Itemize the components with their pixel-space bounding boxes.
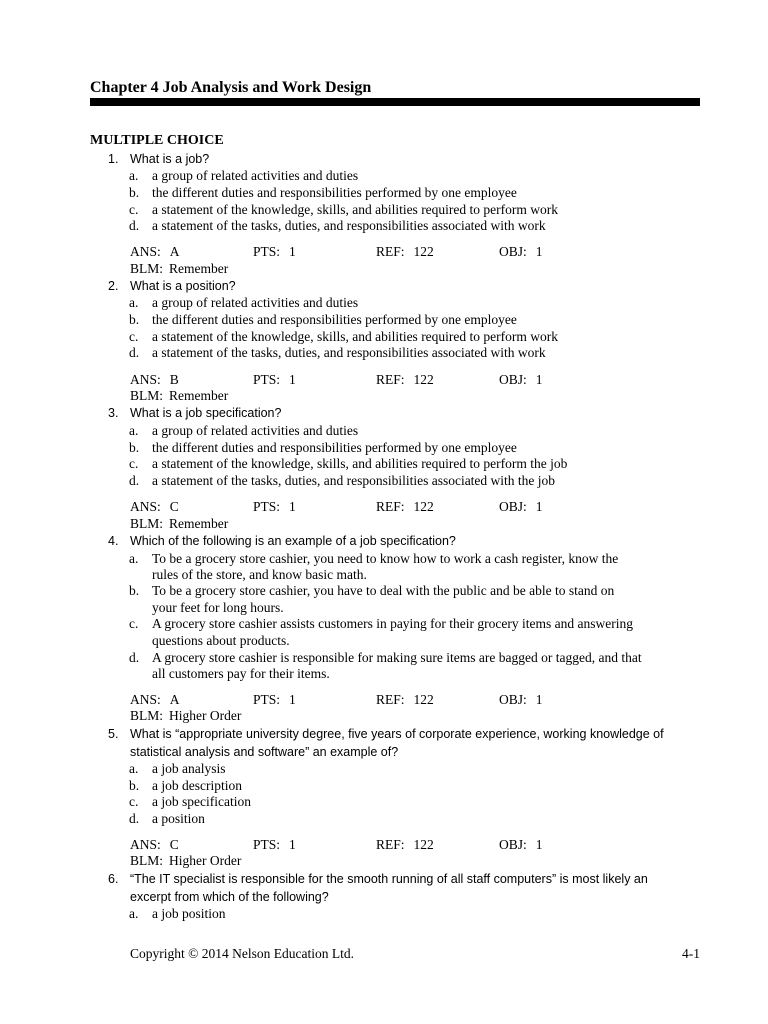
obj-value: 1 bbox=[535, 499, 543, 514]
blooms-2 bbox=[130, 388, 228, 404]
question-text: What is a job? bbox=[130, 152, 210, 166]
pts-value: 1 bbox=[289, 837, 296, 852]
option-letter: c. bbox=[129, 456, 139, 471]
ans-value: A bbox=[169, 244, 180, 259]
question-1 bbox=[108, 152, 209, 166]
objective-2 bbox=[499, 372, 543, 388]
obj-label: OBJ: bbox=[499, 692, 527, 707]
objective-4 bbox=[499, 692, 543, 708]
blooms-3 bbox=[130, 516, 228, 532]
option-letter: a. bbox=[129, 906, 139, 921]
option-text: a statement of the tasks, duties, and responsibilities associated with work bbox=[152, 218, 546, 233]
ref-label: REF: bbox=[376, 837, 405, 852]
option-letter: d. bbox=[129, 473, 140, 488]
pts-label: PTS: bbox=[253, 837, 281, 852]
question-text: What is a position? bbox=[130, 279, 236, 293]
ans-label: ANS: bbox=[130, 372, 161, 387]
answer-4 bbox=[130, 692, 180, 708]
obj-value: 1 bbox=[535, 372, 543, 387]
question-2 bbox=[108, 279, 236, 293]
question-number: 3. bbox=[108, 406, 119, 420]
pts-value: 1 bbox=[289, 372, 296, 387]
question-number: 5. bbox=[108, 727, 119, 741]
ref-value: 122 bbox=[413, 499, 434, 514]
option-text: a statement of the tasks, duties, and responsibilities associated with the job bbox=[152, 473, 556, 488]
answer-2 bbox=[130, 372, 179, 388]
blm-value: Higher Order bbox=[169, 708, 242, 723]
pts-label: PTS: bbox=[253, 372, 281, 387]
chapter-title: Chapter 4 Job Analysis and Work Design bbox=[90, 79, 372, 96]
option-letter: b. bbox=[129, 185, 140, 200]
obj-label: OBJ: bbox=[499, 244, 527, 259]
obj-value: 1 bbox=[535, 837, 543, 852]
question-text: What is “appropriate university degree, five years of corporate experience, working knowledge of bbox=[130, 727, 664, 741]
blm-value: Higher Order bbox=[169, 853, 242, 868]
reference-4 bbox=[376, 692, 434, 708]
ref-label: REF: bbox=[376, 692, 405, 707]
answer-1 bbox=[130, 244, 180, 260]
reference-5 bbox=[376, 837, 434, 853]
option-letter: b. bbox=[129, 312, 140, 327]
answer-5 bbox=[130, 837, 179, 853]
blm-label: BLM: bbox=[130, 261, 164, 276]
ref-label: REF: bbox=[376, 372, 405, 387]
points-3 bbox=[253, 499, 296, 515]
footer-copyright: Copyright © 2014 Nelson Education Ltd. bbox=[130, 946, 354, 961]
ans-label: ANS: bbox=[130, 244, 161, 259]
option-letter: c. bbox=[129, 794, 139, 809]
option-letter: a. bbox=[129, 423, 139, 438]
ans-value: B bbox=[169, 372, 179, 387]
ans-label: ANS: bbox=[130, 837, 161, 852]
obj-label: OBJ: bbox=[499, 372, 527, 387]
blm-label: BLM: bbox=[130, 516, 164, 531]
option-text: a group of related activities and duties bbox=[152, 295, 359, 310]
ref-label: REF: bbox=[376, 499, 405, 514]
option-letter: a. bbox=[129, 761, 139, 776]
title-rule bbox=[90, 98, 700, 106]
option-text: a job description bbox=[152, 778, 242, 793]
page-number: 4-1 bbox=[682, 946, 700, 961]
pts-label: PTS: bbox=[253, 244, 281, 259]
ref-value: 122 bbox=[413, 244, 434, 259]
ans-value: C bbox=[169, 837, 179, 852]
section-heading: MULTIPLE CHOICE bbox=[90, 133, 224, 148]
ans-value: C bbox=[169, 499, 179, 514]
blm-value: Remember bbox=[169, 261, 229, 276]
obj-value: 1 bbox=[535, 244, 543, 259]
blm-label: BLM: bbox=[130, 388, 164, 403]
option-letter: d. bbox=[129, 811, 140, 826]
points-2 bbox=[253, 372, 296, 388]
pts-label: PTS: bbox=[253, 692, 281, 707]
option-text: a group of related activities and duties bbox=[152, 423, 359, 438]
option-letter: a. bbox=[129, 168, 139, 183]
ref-label: REF: bbox=[376, 244, 405, 259]
obj-value: 1 bbox=[535, 692, 543, 707]
ref-value: 122 bbox=[413, 372, 434, 387]
option-text: A grocery store cashier is responsible for making sure items are bagged or tagged, and that bbox=[152, 650, 642, 665]
option-text: A grocery store cashier assists customers in paying for their grocery items and answering bbox=[152, 616, 633, 631]
option-text: a job position bbox=[152, 906, 226, 921]
option-text: the different duties and responsibilities performed by one employee bbox=[152, 312, 517, 327]
question-5-continued: statistical analysis and software” an example of? bbox=[130, 745, 399, 759]
option-text: a statement of the tasks, duties, and responsibilities associated with work bbox=[152, 345, 546, 360]
option-4a-continued: rules of the store, and know basic math. bbox=[152, 567, 367, 582]
option-letter: b. bbox=[129, 778, 140, 793]
option-letter: a. bbox=[129, 295, 139, 310]
pts-label: PTS: bbox=[253, 499, 281, 514]
pts-value: 1 bbox=[289, 499, 296, 514]
pts-value: 1 bbox=[289, 692, 296, 707]
option-letter: c. bbox=[129, 202, 139, 217]
option-text: the different duties and responsibilities performed by one employee bbox=[152, 440, 517, 455]
ref-value: 122 bbox=[413, 837, 434, 852]
objective-3 bbox=[499, 499, 543, 515]
question-number: 4. bbox=[108, 534, 119, 548]
ref-value: 122 bbox=[413, 692, 434, 707]
option-text: To be a grocery store cashier, you need to know how to work a cash register, know the bbox=[152, 551, 619, 566]
option-4c-continued: questions about products. bbox=[152, 633, 290, 648]
option-letter: c. bbox=[129, 329, 139, 344]
question-6 bbox=[108, 872, 648, 886]
reference-1 bbox=[376, 244, 434, 260]
blm-value: Remember bbox=[169, 388, 229, 403]
option-text: a statement of the knowledge, skills, and abilities required to perform the job bbox=[152, 456, 568, 471]
blm-value: Remember bbox=[169, 516, 229, 531]
option-text: a job specification bbox=[152, 794, 251, 809]
option-letter: b. bbox=[129, 440, 140, 455]
option-4b-continued: your feet for long hours. bbox=[152, 600, 284, 615]
option-text: a statement of the knowledge, skills, and abilities required to perform work bbox=[152, 329, 559, 344]
question-number: 6. bbox=[108, 872, 119, 886]
points-4 bbox=[253, 692, 296, 708]
option-letter: d. bbox=[129, 218, 140, 233]
option-letter: c. bbox=[129, 616, 139, 631]
question-number: 1. bbox=[108, 152, 119, 166]
option-letter: a. bbox=[129, 551, 139, 566]
option-letter: d. bbox=[129, 345, 140, 360]
option-text: the different duties and responsibilities performed by one employee bbox=[152, 185, 517, 200]
option-text: a statement of the knowledge, skills, and abilities required to perform work bbox=[152, 202, 559, 217]
option-text: a position bbox=[152, 811, 205, 826]
option-text: a job analysis bbox=[152, 761, 226, 776]
blm-label: BLM: bbox=[130, 708, 164, 723]
blooms-5 bbox=[130, 853, 241, 869]
points-1 bbox=[253, 244, 296, 260]
question-text: Which of the following is an example of a job specification? bbox=[130, 534, 456, 548]
obj-label: OBJ: bbox=[499, 499, 527, 514]
obj-label: OBJ: bbox=[499, 837, 527, 852]
option-text: To be a grocery store cashier, you have to deal with the public and be able to stand on bbox=[152, 583, 615, 598]
option-letter: b. bbox=[129, 583, 140, 598]
question-text: “The IT specialist is responsible for the smooth running of all staff computers” is most likely an bbox=[130, 872, 648, 886]
question-5 bbox=[108, 727, 664, 741]
question-text: What is a job specification? bbox=[130, 406, 282, 420]
blooms-4 bbox=[130, 708, 241, 724]
option-4d-continued: all customers pay for their items. bbox=[152, 666, 330, 681]
option-letter: d. bbox=[129, 650, 140, 665]
objective-1 bbox=[499, 244, 543, 260]
objective-5 bbox=[499, 837, 543, 853]
reference-2 bbox=[376, 372, 434, 388]
question-6-continued: excerpt from which of the following? bbox=[130, 890, 329, 904]
pts-value: 1 bbox=[289, 244, 296, 259]
ans-label: ANS: bbox=[130, 692, 161, 707]
question-number: 2. bbox=[108, 279, 119, 293]
ans-label: ANS: bbox=[130, 499, 161, 514]
blooms-1 bbox=[130, 261, 228, 277]
blm-label: BLM: bbox=[130, 853, 164, 868]
points-5 bbox=[253, 837, 296, 853]
question-3 bbox=[108, 406, 281, 420]
answer-3 bbox=[130, 499, 179, 515]
ans-value: A bbox=[169, 692, 180, 707]
reference-3 bbox=[376, 499, 434, 515]
option-text: a group of related activities and duties bbox=[152, 168, 359, 183]
question-4 bbox=[108, 534, 456, 548]
